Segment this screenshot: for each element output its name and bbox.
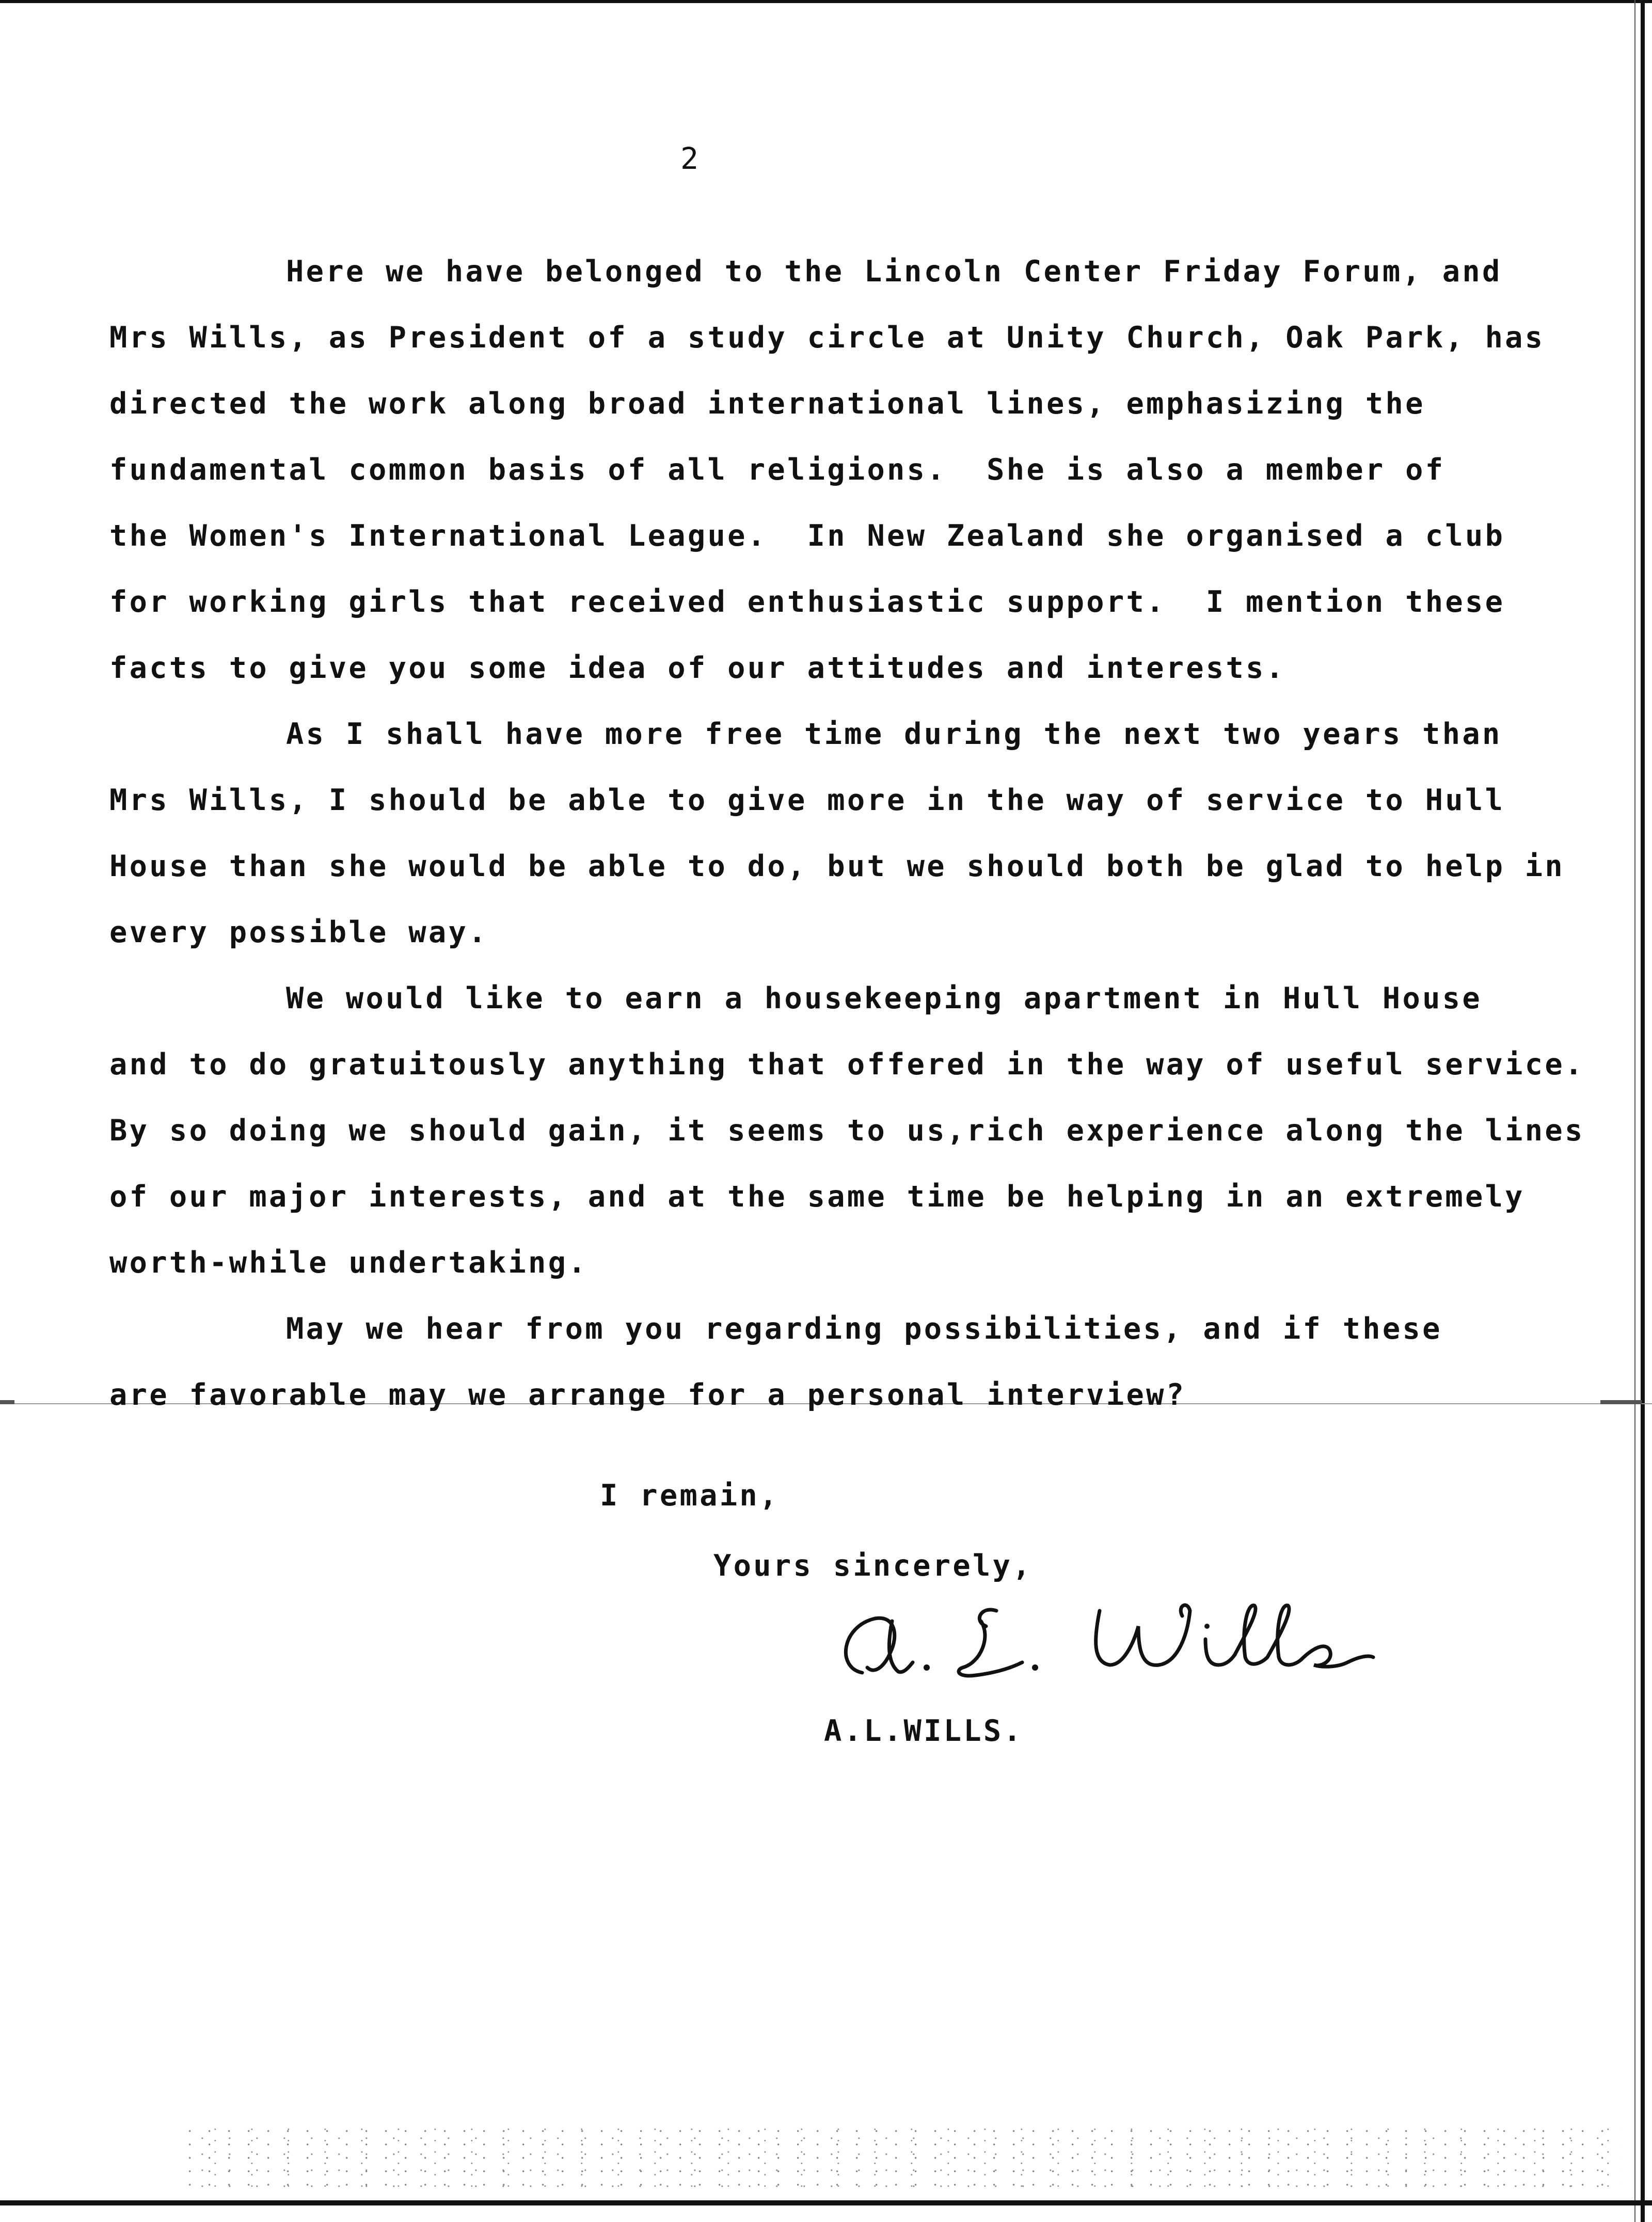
paragraph-3-line-1: We would like to earn a housekeeping apartment in Hull House bbox=[286, 981, 1483, 1015]
paragraph-1-line-1: Here we have belonged to the Lincoln Center Friday Forum, and bbox=[286, 255, 1502, 289]
paragraph-3-line-4: of our major interests, and at the same time be helping in an extremely bbox=[109, 1180, 1525, 1214]
fold-mark-left bbox=[0, 1400, 14, 1404]
paragraph-2-line-2: Mrs Wills, I should be able to give more in the way of service to Hull bbox=[109, 783, 1505, 817]
paragraph-2-line-3: House than she would be able to do, but we should both be glad to help in bbox=[109, 849, 1565, 883]
paragraph-3-line-3: By so doing we should gain, it seems to us,rich experience along the lines bbox=[109, 1114, 1585, 1148]
scan-border-bottom bbox=[0, 2200, 1652, 2205]
paragraph-1-line-3: directed the work along broad international lines, emphasizing the bbox=[109, 387, 1425, 421]
typed-signer-name: A.L.WILLS. bbox=[824, 1714, 1024, 1748]
paragraph-4-line-1: May we hear from you regarding possibilities, and if these bbox=[286, 1312, 1442, 1346]
paragraph-1-line-2: Mrs Wills, as President of a study circle at Unity Church, Oak Park, has bbox=[109, 321, 1545, 355]
letter-body bbox=[109, 239, 1585, 1428]
paragraph-1-line-7: facts to give you some idea of our attitudes and interests. bbox=[109, 651, 1286, 685]
closing-remain: I remain, bbox=[600, 1479, 780, 1513]
paragraph-1-line-6: for working girls that received enthusiastic support. I mention these bbox=[109, 585, 1505, 619]
handwritten-signature bbox=[826, 1590, 1435, 1693]
paragraph-2-line-4: every possible way. bbox=[109, 915, 488, 949]
fold-mark-right bbox=[1600, 1400, 1642, 1404]
paragraph-1-line-5: the Women's International League. In New Zealand she organised a club bbox=[109, 519, 1505, 553]
paragraph-2-line-1: As I shall have more free time during the next two years than bbox=[286, 717, 1502, 751]
scan-border-top bbox=[0, 0, 1652, 3]
paragraph-3-line-5: worth-while undertaking. bbox=[109, 1246, 588, 1280]
paragraph-4-line-2: are favorable may we arrange for a personal interview? bbox=[109, 1378, 1186, 1412]
scan-noise bbox=[186, 2127, 1621, 2194]
page-number: 2 bbox=[680, 141, 700, 176]
scan-border-right bbox=[1641, 0, 1645, 2222]
paragraph-1-line-4: fundamental common basis of all religions. She is also a member of bbox=[109, 453, 1446, 487]
closing-valediction: Yours sincerely, bbox=[713, 1549, 1032, 1583]
paragraph-3-line-2: and to do gratuitously anything that offered in the way of useful service. bbox=[109, 1047, 1585, 1082]
scan-border-right-inner bbox=[1634, 0, 1635, 2222]
